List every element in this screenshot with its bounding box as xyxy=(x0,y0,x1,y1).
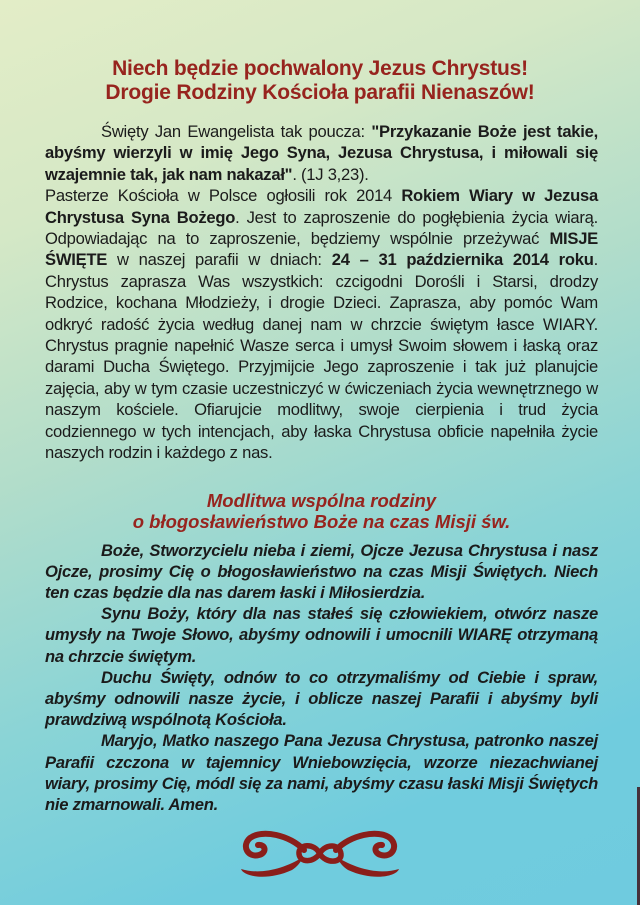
prayer-section xyxy=(45,540,598,816)
bold-text-run: 24 – 31 października 2014 roku xyxy=(331,250,594,270)
page-title xyxy=(0,0,640,104)
intro-section xyxy=(45,121,598,464)
text-run: w naszej parafii w dniach: xyxy=(107,250,332,270)
prayer-heading-line-2: o błogosławieństwo Boże na czas Misji św. xyxy=(132,511,511,532)
bold-text-run: MISJE ŚWIĘTE xyxy=(45,229,598,270)
prayer-paragraph: Boże, Stworzycielu nieba i ziemi, Ojcze Jezusa Chrystusa i nasz Ojcze, prosimy Cię o błogosławieństwo na czas Misji Świętych. Niech ten czas będzie dla nas darem łaski i Miłosierdzia. xyxy=(45,540,598,602)
text-run: . Chrystus zaprasza Was wszystkich: czcigodni Dorośli i Starsi, drodzy Rodzice, kochana Młodzieży, i drogie Dzieci. Zaprasza, aby pomóc Wam odkryć radość życia według danej nam w chrzcie świętym łasce WIARY. Chrystus pragnie napełnić Wasze serca i umysł Swoim słowem i łaską oraz darami Ducha Świętego. Przyjmijcie Jego zaproszenie i tak już planujcie zajęcia, aby w tym czasie uczestniczyć w ćwiczeniach życia wewnętrznego w naszym kościele. Ofiarujcie modlitwy, swoje cierpienia i trud życia codziennego w tych intencjach, aby łaska Chrystusa obficie napełniła życie naszych rodzin i każdego z nas. xyxy=(45,250,598,463)
text-run: . (1J 3,23). xyxy=(292,164,369,184)
page-title-line-1: Niech będzie pochwalony Jezus Chrystus! xyxy=(112,57,528,80)
body-paragraph xyxy=(45,121,598,185)
bold-text-run: Rokiem Wiary w Jezusa Chrystusa Syna Bożego xyxy=(45,186,598,227)
prayer-paragraph: Maryjo, Matko naszego Pana Jezusa Chrystusa, patronko naszej Parafii czczona w tajemnicy Wniebowzięcia, wzorze niezachwianej wiary, prosimy Cię, módl się za nami, abyśmy czasu łaski Misji Świętych nie zmarnowali. Amen. xyxy=(45,731,598,814)
text-run: Pasterze Kościoła w Polsce ogłosili rok 2014 xyxy=(45,186,402,206)
prayer-heading-line-1: Modlitwa wspólna rodziny xyxy=(206,489,437,511)
text-run: . Jest to zaproszenie do pogłębienia życia wiarą. Odpowiadając na to zaproszenie, będziemy wspólnie przeżywać xyxy=(45,207,599,249)
flyer-content xyxy=(0,104,640,815)
text-run: Święty Jan Ewangelista tak poucza: xyxy=(101,122,372,141)
bold-text-run: "Przykazanie Boże jest takie, abyśmy wierzyli w imię Jego Syna, Jezusa Chrystusa, i miłowali się wzajemnie tak, jak nam nakazał" xyxy=(45,122,598,184)
prayer-paragraph: Duchu Święty, odnów to co otrzymaliśmy od Ciebie i spraw, abyśmy odnowili nasze życie, i oblicze naszej Parafii i abyśmy byli prawdziwą wspólnotą Kościoła. xyxy=(45,667,598,730)
prayer-heading xyxy=(45,490,598,533)
flourish-divider-icon xyxy=(0,827,640,886)
prayer-paragraph: Synu Boży, który dla nas stałeś się człowiekiem, otwórz nasze umysły na Twoje Słowo, abyśmy odnowili i umocnili WIARĘ otrzymaną na chrzcie świętym. xyxy=(45,604,598,666)
page-title-line-2: Drogie Rodziny Kościoła parafii Nienaszów! xyxy=(105,80,535,104)
body-paragraph xyxy=(45,185,598,463)
